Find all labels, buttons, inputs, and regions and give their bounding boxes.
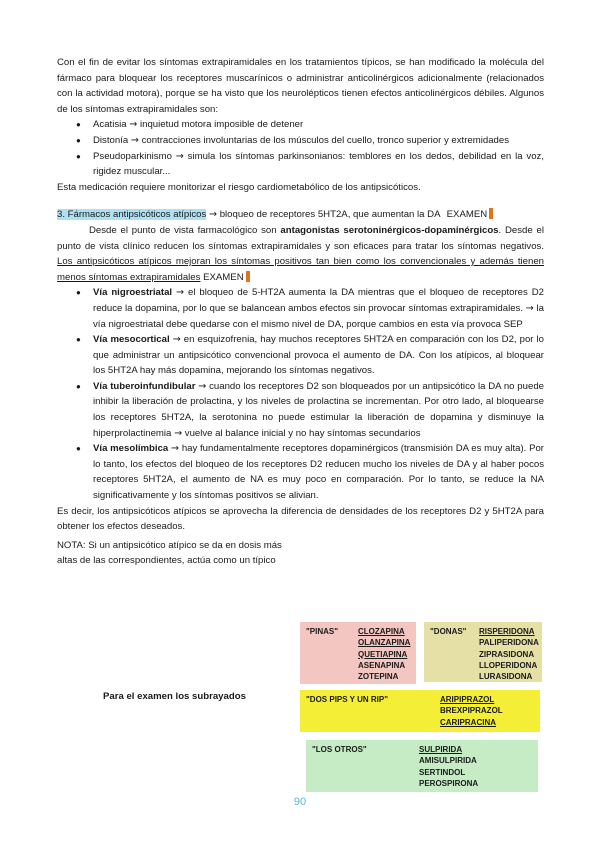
drug-name: ZOTEPINA: [358, 672, 399, 682]
exam-flag-icon: [246, 271, 250, 282]
drug-name: LURASIDONA: [479, 672, 533, 682]
drug-name: AMISULPIRIDA: [419, 756, 477, 766]
group-donas: "DONAS" RISPERIDONA PALIPERIDONA ZIPRASIDONA LLOPERIDONA LURASIDONA: [424, 622, 542, 682]
section-heading: 3. Fármacos antipsicóticos atípicos → bloqueo de receptores 5HT2A, que aumentan la DA EXAMEN: [57, 207, 544, 223]
closing-paragraph: Es decir, los antipsicóticos atípicos se aprovecha la diferencia de densidades de los receptores D2 y 5HT2A para obtener los efectos deseados.: [57, 505, 544, 533]
drug-name: CLOZAPINA: [358, 627, 405, 636]
drug-name: BREXPIPRAZOL: [440, 706, 503, 716]
drug-name: OLANZAPINA: [358, 638, 411, 648]
list-item: ● Distonía → contracciones involuntarias de los músculos del cuello, tronco superior y extremidades: [93, 133, 544, 149]
monitor-paragraph: Esta medicación requiere monitorizar el riesgo cardiometabólico de los antipsicóticos.: [57, 181, 421, 193]
exam-flag-icon: [489, 208, 493, 219]
pathways-list: [57, 285, 544, 503]
group-otros: "LOS OTROS" SULPIRIDA AMISULPIRIDA SERTINDOL PEROSPIRONA: [306, 740, 538, 792]
list-item: ● Vía tuberoinfundibular → cuando los receptores D2 son bloqueados por un antipsicótico la DA no puede inhibir la liberación de prolactina, y los niveles de prolactina se incrementan. Por otro lado, al bloquearse los receptores 5HT2A, la serotonina no puede estimular la liberación de dopamina y disminuye la hiperprolactinemia → vuelve al balance inicial y no hay síntomas secundarios: [93, 379, 544, 441]
drug-name: RISPERIDONA: [479, 627, 535, 636]
drug-name: ASENAPINA: [358, 660, 406, 670]
drug-name: LLOPERIDONA: [479, 660, 538, 670]
drug-name: PALIPERIDONA: [479, 638, 539, 648]
list-item: ● Pseudoparkinismo → simula los síntomas parkinsonianos: temblores en los dedos, debilidad en la voz, rigidez muscular...: [93, 149, 544, 180]
list-item: ● Acatisia → inquietud motora imposible de detener: [93, 117, 544, 133]
group-pinas: "PINAS" CLOZAPINA OLANZAPINA QUETIAPINA ASENAPINA ZOTEPINA: [300, 622, 416, 684]
page-body: [57, 55, 544, 569]
exam-label: Para el examen los subrayados: [103, 691, 246, 702]
exam-tag: EXAMEN: [446, 209, 488, 221]
pharmacology-paragraph: Desde el punto de vista farmacológico son antagonistas serotoninérgicos-dopaminérgicos. Desde el punto de vista clínico reducen los síntomas extrapiramidales y son eficaces para tratar los síntomas negativos. Los antipsicóticos atípicos mejoran los síntomas positivos tan bien como los convencionales y además tienen menos síntomas extrapiramidales EXAMEN: [57, 224, 544, 283]
intro-paragraph: Con el fin de evitar los síntomas extrapiramidales en los tratamientos típicos, se han modificado la molécula del fármaco para bloquear los receptores muscarínicos o administrar anticolinérgicos adicionalmente (relacionados con la actividad motora), porque se ha visto que los neurolépticos tienen efectos anticolinérgicos débiles. Algunos de los síntomas extrapiramidales son:: [57, 57, 544, 115]
drug-name: ARIPIPRAZOL: [440, 695, 495, 704]
underlined-sentence: Los antipsicóticos atípicos mejoran los síntomas positivos tan bien como los convencionales y además tienen menos síntomas extrapiramidales: [57, 256, 544, 283]
group-pips: "DOS PIPS Y UN RIP" ARIPIPRAZOL BREXPIPRAZOL CARIPRACINA: [300, 690, 540, 732]
list-item: ● Vía mesocortical → en esquizofrenia, hay muchos receptores 5HT2A en comparación con los D2, por lo que administrar un antipsicótico convencional provoca el aumento de DA. Con los atípicos, al bloquear los 5HT2A hay más dopamina, mejorando los síntomas negativos.: [93, 332, 544, 379]
note-paragraph: NOTA: Si un antipsicótico atípico se da en dosis más altas de las correspondientes, actúa como un típico: [57, 539, 282, 567]
drug-name: PEROSPIRONA: [419, 778, 479, 788]
section-title: 3. Fármacos antipsicóticos atípicos: [57, 209, 207, 221]
drug-name: CARIPRACINA: [440, 717, 496, 727]
list-item: ● Vía nigroestriatal → el bloqueo de 5-HT2A aumenta la DA mientras que el bloqueo de receptores D2 reduce la dopamina, por lo que se balancean ambos efectos sin provocar síntomas extrapiramidales. → la vía nigroestriatal debe quedarse con el mismo nivel de DA, porque cambios en esta vía provoca SEP: [93, 285, 544, 332]
drug-name: SULPIRIDA: [419, 745, 463, 754]
page-number: 90: [293, 796, 307, 808]
extrapyramidal-list: [57, 117, 544, 179]
drug-name: ZIPRASIDONA: [479, 649, 535, 659]
list-item: ● Vía mesolímbica → hay fundamentalmente receptores dopaminérgicos (transmisión DA es muy alta). Por lo tanto, los efectos del bloqueo de los receptores D2 reducen mucho los niveles de DA y al haber pocos receptores 5HT2A, el aumento de NA es muy poco en comparación. Por lo tanto, se reduce la NA significativamente y los síntomas positivos se alivian.: [93, 441, 544, 503]
drug-name: SERTINDOL: [419, 767, 466, 777]
drug-name: QUETIAPINA: [358, 649, 408, 659]
